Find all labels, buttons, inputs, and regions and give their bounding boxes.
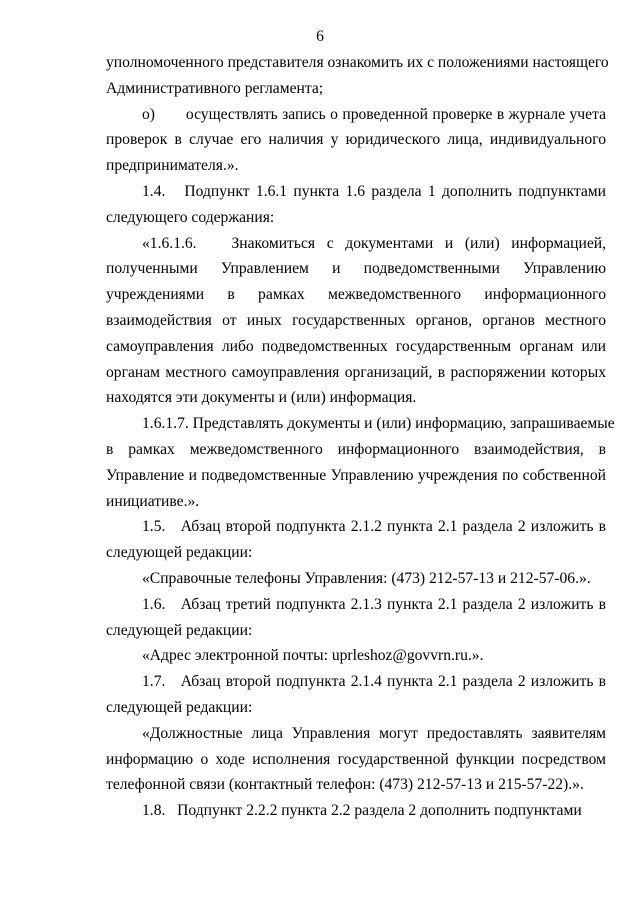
text-line: самоуправления либо подведомственных государственным органам или: [106, 337, 606, 355]
text-line: следующей редакции:: [106, 621, 253, 639]
paragraph: [106, 566, 606, 592]
text-line: 1.6.1.7. Представлять документы и (или) информацию, запрашиваемые: [142, 415, 615, 433]
text-line: «Адрес электронной почты: uprleshoz@govvrn.ru.».: [142, 647, 484, 665]
document-body: [106, 50, 615, 824]
text-line: в рамках межведомственного информационного взаимодействия, в: [106, 440, 606, 458]
text-line: 1.5. Абзац второй подпункта 2.1.2 пункта 2.1 раздела 2 изложить в: [142, 518, 606, 536]
text-line: полученными Управлением и подведомственными Управлению: [106, 260, 606, 278]
text-line: предпринимателя.».: [106, 157, 239, 175]
text-line: 1.7. Абзац второй подпункта 2.1.4 пункта 2.1 раздела 2 изложить в: [142, 673, 606, 691]
page-number: 6: [316, 28, 324, 45]
paragraph: [106, 102, 606, 179]
text-line: «1.6.1.6. Знакомиться с документами и (или) информацией,: [142, 234, 606, 252]
text-line: 1.4. Подпункт 1.6.1 пункта 1.6 раздела 1 дополнить подпунктами: [142, 182, 606, 200]
text-line: проверок в случае его наличия у юридического лица, индивидуального: [106, 131, 606, 149]
paragraph: [106, 798, 606, 824]
paragraph: [106, 231, 606, 412]
paragraph: [106, 50, 609, 102]
text-line: «Справочные телефоны Управления: (473) 212-57-13 и 212-57-06.».: [142, 569, 591, 587]
text-line: Административного регламента;: [106, 79, 324, 97]
text-line: уполномоченного представителя ознакомить их с положениями настоящего: [106, 54, 609, 71]
text-line: информацию о ходе исполнения государственной функции посредством: [106, 750, 606, 768]
text-line: 1.8. Подпункт 2.2.2 пункта 2.2 раздела 2 дополнить подпунктами: [142, 802, 582, 820]
paragraph: [106, 721, 606, 798]
text-line: следующей редакции:: [106, 544, 253, 562]
text-line: следующей редакции:: [106, 698, 253, 716]
paragraph: [106, 669, 606, 721]
paragraph: [106, 643, 606, 669]
text-line: органам местного самоуправления организаций, в распоряжении которых: [106, 363, 606, 381]
text-line: «Должностные лица Управления могут предоставлять заявителям: [142, 724, 606, 742]
text-line: учреждениями в рамках межведомственного информационного: [106, 286, 606, 304]
text-line: следующего содержания:: [106, 208, 275, 226]
text-line: взаимодействия от иных государственных органов, органов местного: [106, 311, 606, 329]
text-line: инициативе.».: [106, 492, 200, 510]
paragraph: [106, 411, 615, 514]
text-line: находятся эти документы и (или) информация.: [106, 389, 417, 407]
text-line: о) осуществлять запись о проведенной проверке в журнале учета: [142, 105, 606, 123]
paragraph: [106, 514, 606, 566]
paragraph: [106, 179, 606, 231]
paragraph: [106, 592, 606, 644]
text-line: 1.6. Абзац третий подпункта 2.1.3 пункта 2.1 раздела 2 изложить в: [142, 595, 606, 613]
text-line: телефонной связи (контактный телефон: (473) 212-57-13 и 215-57-22).».: [106, 776, 584, 794]
text-line: Управление и подведомственные Управлению учреждения по собственной: [106, 466, 606, 484]
